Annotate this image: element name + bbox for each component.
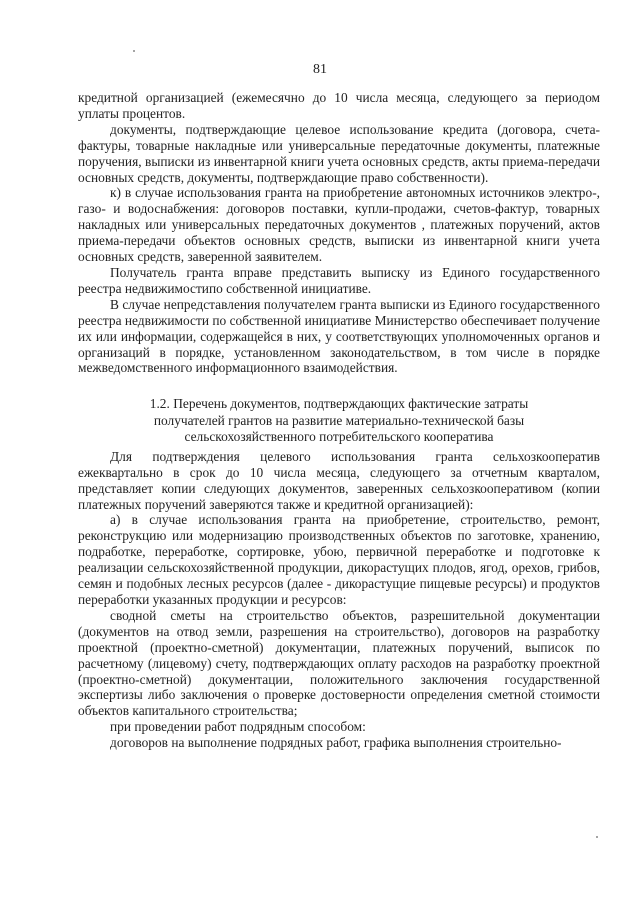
section-heading-line-2: получателей грантов на развитие материально-технической базы bbox=[153, 412, 525, 428]
document-body bbox=[78, 90, 600, 751]
paragraph-4: Получатель гранта вправе представить выписку из Единого государственного реестра недвижимостипо собственной инициативе. bbox=[78, 264, 600, 296]
paragraph-9: при проведении работ подрядным способом: bbox=[110, 719, 366, 735]
paragraph-2: документы, подтверждающие целевое использование кредита (договора, счета-фактуры, товарные накладные или универсальные передаточные документы, платежные поручения, выписки из инвентарной книги учета основных средств, акты приема-передачи основных средств, документы, подтверждающие право собственности). bbox=[78, 121, 600, 185]
paragraph-8: сводной сметы на строительство объектов, разрешительной документации (документов на отвод земли, разрешения на строительство), договоров на разработку проектной (проектно-сметной) документации, платежных поручений, выписок по расчетному (лицевому) счету, подтверждающих оплату расходов на разработку проектной (проектно-сметной) документации, положительного заключения государственной экспертизы либо заключения о проверке достоверности определения сметной стоимости объектов капитального строительства; bbox=[78, 607, 600, 719]
paragraph-10: договоров на выполнение подрядных работ, графика выполнения строительно- bbox=[110, 735, 562, 751]
paragraph-3: к) в случае использования гранта на приобретение автономных источников электро-, газо- и водоснабжения: договоров поставки, купли-продажи, счетов-фактур, товарных накладных или универсальных передаточных документов , платежных поручений, актов приема-передачи объектов основных средств, выписки из инвентарной книги учета основных средств, заверенной заявителем. bbox=[78, 185, 600, 265]
section-heading-line-3: сельскохозяйственного потребительского кооператива bbox=[184, 429, 494, 445]
paragraph-6: Для подтверждения целевого использования гранта сельхозкооператив ежеквартально в срок до 10 числа месяца, следующего за отчетным кварталом, представляет копии следующих документов, заверенных сельхозкооперативом (копии платежных поручений заверяются также и кредитной организацией): bbox=[78, 448, 600, 512]
scan-speck bbox=[596, 836, 598, 838]
paragraph-5: В случае непредставления получателем гранта выписки из Единого государственного реестра недвижимости по собственной инициативе Министерство обеспечивает получение их или информации, содержащейся в них, у соответствующих уполномоченных органов и организаций в порядке, установленном законодательством, в том числе в порядке межведомственного информационного взаимодействия. bbox=[78, 296, 600, 376]
section-heading bbox=[78, 396, 600, 446]
page-number: 81 bbox=[313, 62, 327, 77]
section-heading-line-1: 1.2. Перечень документов, подтверждающих фактические затраты bbox=[149, 396, 529, 412]
paragraph-1: кредитной организацией (ежемесячно до 10 числа месяца, следующего за периодом уплаты процентов. bbox=[78, 90, 600, 121]
scan-speck bbox=[133, 50, 135, 52]
paragraph-7: а) в случае использования гранта на приобретение, строительство, ремонт, реконструкцию или модернизацию производственных объектов по заготовке, хранению, подработке, переработке, сортировке, убою, первичной переработке и подготовке к реализации сельскохозяйственной продукции, дикорастущих плодов, ягод, орехов, грибов, семян и подобных лесных ресурсов (далее - дикорастущие пищевые ресурсы) и продуктов переработки указанных продукции и ресурсов: bbox=[78, 512, 600, 607]
